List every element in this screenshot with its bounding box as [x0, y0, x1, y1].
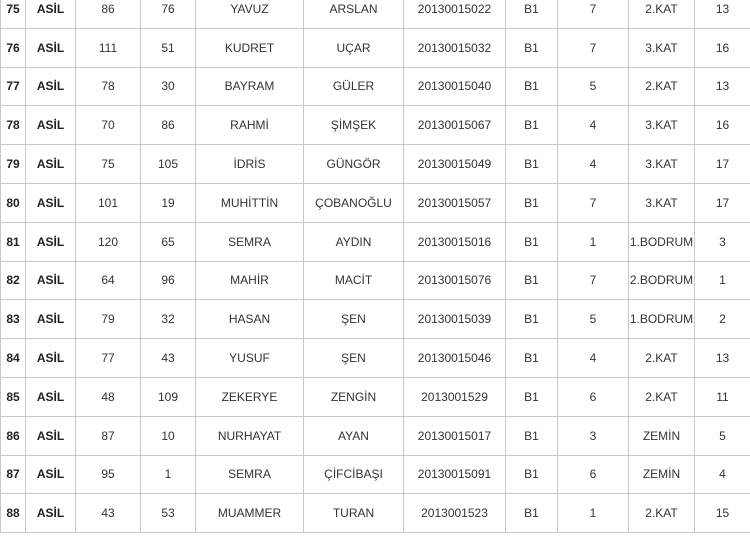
last-name-cell: GÜNGÖR — [304, 145, 404, 184]
room-cell: 13 — [695, 339, 750, 378]
class-cell: B1 — [506, 494, 558, 533]
table-row — [1, 300, 750, 339]
class-cell: B1 — [506, 416, 558, 455]
row-number-cell: 86 — [1, 416, 26, 455]
first-name-cell: SEMRA — [196, 222, 304, 261]
score-2-cell: 86 — [141, 106, 196, 145]
class-cell: B1 — [506, 300, 558, 339]
status-cell: ASİL — [26, 183, 76, 222]
row-number-cell: 82 — [1, 261, 26, 300]
row-number-cell: 87 — [1, 455, 26, 494]
last-name-cell: TURAN — [304, 494, 404, 533]
score-2-cell: 43 — [141, 339, 196, 378]
first-name-cell: MUAMMER — [196, 494, 304, 533]
table-row — [1, 0, 750, 28]
first-name-cell: KUDRET — [196, 28, 304, 67]
registration-number-cell: 20130015076 — [404, 261, 506, 300]
first-name-cell: HASAN — [196, 300, 304, 339]
score-1-cell: 78 — [76, 67, 141, 106]
group-cell: 4 — [558, 106, 629, 145]
room-cell: 15 — [695, 494, 750, 533]
score-1-cell: 75 — [76, 145, 141, 184]
class-cell: B1 — [506, 0, 558, 28]
row-number-cell: 81 — [1, 222, 26, 261]
floor-cell: ZEMİN — [629, 416, 695, 455]
table-row — [1, 106, 750, 145]
table-row — [1, 494, 750, 533]
room-cell: 2 — [695, 300, 750, 339]
class-cell: B1 — [506, 377, 558, 416]
registration-number-cell: 20130015067 — [404, 106, 506, 145]
first-name-cell: ZEKERYE — [196, 377, 304, 416]
registration-number-cell: 20130015022 — [404, 0, 506, 28]
row-number-cell: 88 — [1, 494, 26, 533]
group-cell: 7 — [558, 261, 629, 300]
last-name-cell: ŞEN — [304, 300, 404, 339]
table-row — [1, 339, 750, 378]
registration-number-cell: 20130015057 — [404, 183, 506, 222]
room-cell: 13 — [695, 0, 750, 28]
score-2-cell: 96 — [141, 261, 196, 300]
score-1-cell: 111 — [76, 28, 141, 67]
last-name-cell: MACİT — [304, 261, 404, 300]
last-name-cell: UÇAR — [304, 28, 404, 67]
row-number-cell: 85 — [1, 377, 26, 416]
score-2-cell: 76 — [141, 0, 196, 28]
status-cell: ASİL — [26, 300, 76, 339]
last-name-cell: ŞEN — [304, 339, 404, 378]
last-name-cell: ÇOBANOĞLU — [304, 183, 404, 222]
group-cell: 4 — [558, 145, 629, 184]
first-name-cell: NURHAYAT — [196, 416, 304, 455]
floor-cell: 1.BODRUM — [629, 222, 695, 261]
score-2-cell: 10 — [141, 416, 196, 455]
floor-cell: 2.KAT — [629, 339, 695, 378]
registration-number-cell: 20130015046 — [404, 339, 506, 378]
group-cell: 7 — [558, 183, 629, 222]
class-cell: B1 — [506, 261, 558, 300]
score-1-cell: 86 — [76, 0, 141, 28]
score-1-cell: 48 — [76, 377, 141, 416]
last-name-cell: ŞİMŞEK — [304, 106, 404, 145]
floor-cell: ZEMİN — [629, 455, 695, 494]
floor-cell: 3.KAT — [629, 145, 695, 184]
table-row — [1, 377, 750, 416]
table-body — [1, 0, 750, 533]
group-cell: 3 — [558, 416, 629, 455]
registration-number-cell: 20130015017 — [404, 416, 506, 455]
room-cell: 1 — [695, 261, 750, 300]
table-row — [1, 416, 750, 455]
table-row — [1, 455, 750, 494]
group-cell: 7 — [558, 0, 629, 28]
first-name-cell: MUHİTTİN — [196, 183, 304, 222]
last-name-cell: ARSLAN — [304, 0, 404, 28]
table-row — [1, 183, 750, 222]
group-cell: 1 — [558, 494, 629, 533]
registration-number-cell: 20130015091 — [404, 455, 506, 494]
row-number-cell: 84 — [1, 339, 26, 378]
score-1-cell: 77 — [76, 339, 141, 378]
last-name-cell: ÇİFCİBAŞI — [304, 455, 404, 494]
first-name-cell: İDRİS — [196, 145, 304, 184]
status-cell: ASİL — [26, 106, 76, 145]
score-1-cell: 87 — [76, 416, 141, 455]
registration-number-cell: 2013001523 — [404, 494, 506, 533]
table-row — [1, 261, 750, 300]
status-cell: ASİL — [26, 0, 76, 28]
score-1-cell: 95 — [76, 455, 141, 494]
score-1-cell: 101 — [76, 183, 141, 222]
floor-cell: 2.KAT — [629, 0, 695, 28]
floor-cell: 3.KAT — [629, 106, 695, 145]
table-row — [1, 145, 750, 184]
row-number-cell: 79 — [1, 145, 26, 184]
last-name-cell: AYAN — [304, 416, 404, 455]
class-cell: B1 — [506, 183, 558, 222]
room-cell: 16 — [695, 106, 750, 145]
class-cell: B1 — [506, 455, 558, 494]
score-2-cell: 30 — [141, 67, 196, 106]
score-2-cell: 19 — [141, 183, 196, 222]
room-cell: 3 — [695, 222, 750, 261]
room-cell: 4 — [695, 455, 750, 494]
status-cell: ASİL — [26, 67, 76, 106]
first-name-cell: MAHİR — [196, 261, 304, 300]
last-name-cell: GÜLER — [304, 67, 404, 106]
room-cell: 5 — [695, 416, 750, 455]
floor-cell: 1.BODRUM — [629, 300, 695, 339]
score-1-cell: 64 — [76, 261, 141, 300]
group-cell: 7 — [558, 28, 629, 67]
class-cell: B1 — [506, 339, 558, 378]
status-cell: ASİL — [26, 494, 76, 533]
score-2-cell: 51 — [141, 28, 196, 67]
registration-number-cell: 20130015016 — [404, 222, 506, 261]
score-2-cell: 32 — [141, 300, 196, 339]
class-cell: B1 — [506, 222, 558, 261]
status-cell: ASİL — [26, 455, 76, 494]
status-cell: ASİL — [26, 28, 76, 67]
status-cell: ASİL — [26, 261, 76, 300]
row-number-cell: 78 — [1, 106, 26, 145]
group-cell: 6 — [558, 377, 629, 416]
first-name-cell: YAVUZ — [196, 0, 304, 28]
score-2-cell: 1 — [141, 455, 196, 494]
row-number-cell: 80 — [1, 183, 26, 222]
registration-number-cell: 20130015049 — [404, 145, 506, 184]
first-name-cell: BAYRAM — [196, 67, 304, 106]
first-name-cell: SEMRA — [196, 455, 304, 494]
floor-cell: 2.KAT — [629, 494, 695, 533]
registration-number-cell: 2013001529 — [404, 377, 506, 416]
last-name-cell: ZENGİN — [304, 377, 404, 416]
group-cell: 4 — [558, 339, 629, 378]
class-cell: B1 — [506, 106, 558, 145]
group-cell: 1 — [558, 222, 629, 261]
status-cell: ASİL — [26, 145, 76, 184]
last-name-cell: AYDIN — [304, 222, 404, 261]
registration-number-cell: 20130015032 — [404, 28, 506, 67]
score-2-cell: 105 — [141, 145, 196, 184]
first-name-cell: RAHMİ — [196, 106, 304, 145]
score-2-cell: 53 — [141, 494, 196, 533]
room-cell: 13 — [695, 67, 750, 106]
row-number-cell: 75 — [1, 0, 26, 28]
room-cell: 17 — [695, 183, 750, 222]
class-cell: B1 — [506, 145, 558, 184]
group-cell: 5 — [558, 67, 629, 106]
table-row — [1, 28, 750, 67]
score-1-cell: 79 — [76, 300, 141, 339]
score-1-cell: 120 — [76, 222, 141, 261]
score-2-cell: 109 — [141, 377, 196, 416]
table-row — [1, 67, 750, 106]
score-1-cell: 70 — [76, 106, 141, 145]
class-cell: B1 — [506, 67, 558, 106]
score-2-cell: 65 — [141, 222, 196, 261]
floor-cell: 2.KAT — [629, 377, 695, 416]
room-cell: 17 — [695, 145, 750, 184]
floor-cell: 2.KAT — [629, 67, 695, 106]
room-cell: 16 — [695, 28, 750, 67]
group-cell: 5 — [558, 300, 629, 339]
class-cell: B1 — [506, 28, 558, 67]
score-1-cell: 43 — [76, 494, 141, 533]
floor-cell: 2.BODRUM — [629, 261, 695, 300]
registration-number-cell: 20130015040 — [404, 67, 506, 106]
floor-cell: 3.KAT — [629, 28, 695, 67]
row-number-cell: 76 — [1, 28, 26, 67]
status-cell: ASİL — [26, 222, 76, 261]
row-number-cell: 77 — [1, 67, 26, 106]
room-cell: 11 — [695, 377, 750, 416]
row-number-cell: 83 — [1, 300, 26, 339]
group-cell: 6 — [558, 455, 629, 494]
registration-number-cell: 20130015039 — [404, 300, 506, 339]
status-cell: ASİL — [26, 339, 76, 378]
table-row — [1, 222, 750, 261]
floor-cell: 3.KAT — [629, 183, 695, 222]
status-cell: ASİL — [26, 377, 76, 416]
first-name-cell: YUSUF — [196, 339, 304, 378]
status-cell: ASİL — [26, 416, 76, 455]
